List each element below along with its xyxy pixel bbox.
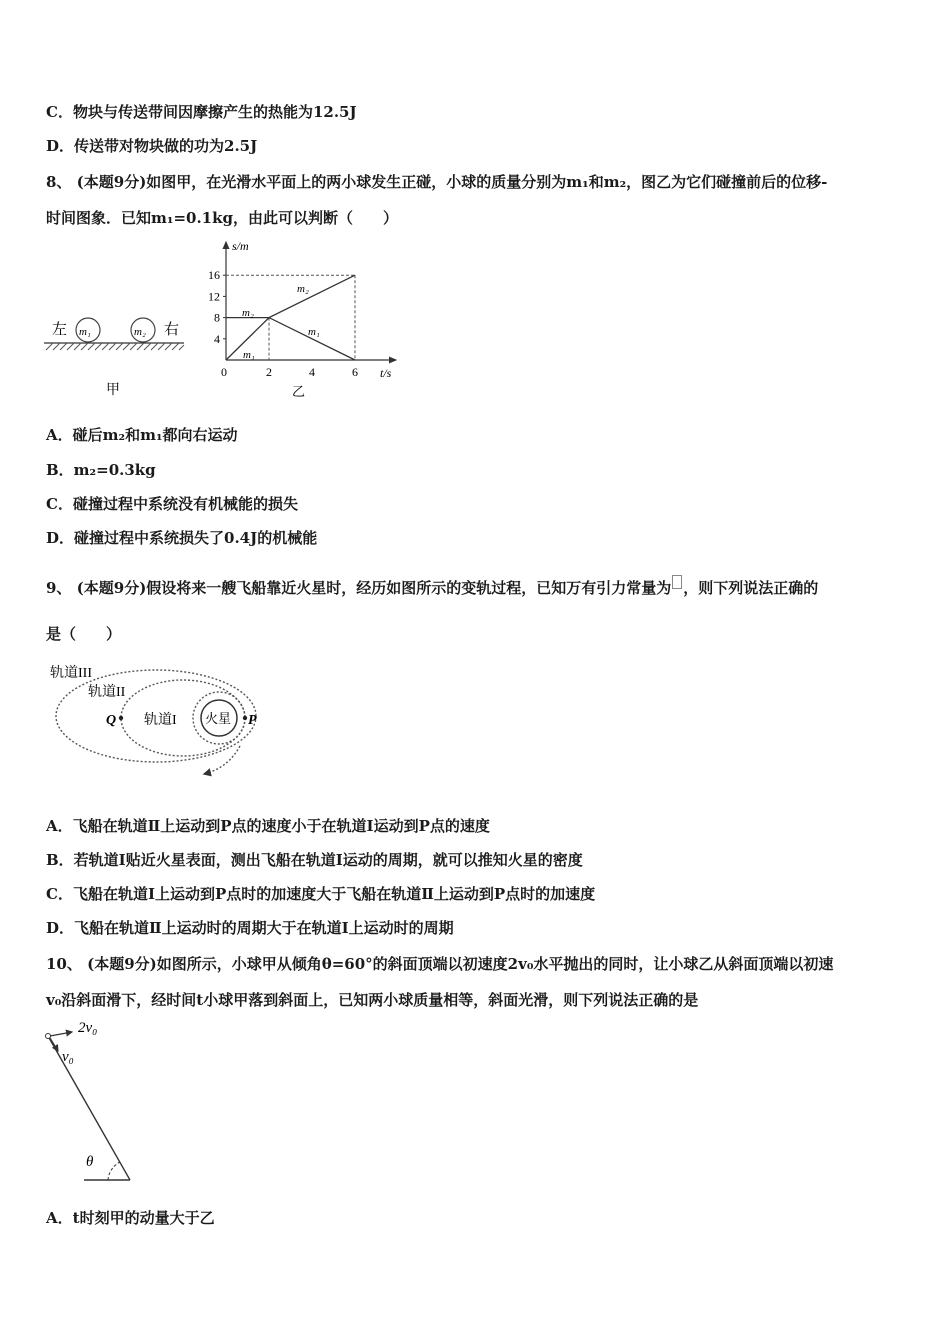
y-tick-label: 8 (214, 310, 220, 325)
ball-m2-label: m₂ (134, 326, 146, 338)
velocity-2v0-arrow (50, 1032, 72, 1036)
q9-stem-tail: ，则下列说法正确的 (683, 579, 819, 597)
q10-stem-line1 (46, 954, 833, 974)
label-v0: v₀ (62, 1049, 74, 1065)
q8-stem-line1 (46, 172, 827, 192)
x-tick-label: 2 (266, 365, 272, 379)
q9-figure-orbits (44, 658, 274, 782)
ball-top (46, 1034, 51, 1039)
fig-a-right-label: 右 (164, 322, 180, 338)
x-tick-label: 4 (309, 365, 315, 379)
orbit-two-label: 轨道II (88, 685, 126, 700)
q8-number: 8、 (46, 173, 72, 191)
q8-stem-text1: (本题9分)如图甲，在光滑水平面上的两小球发生正碰，小球的质量分别为m₁和m₂，图乙为它们碰撞前后的位移- (71, 173, 828, 191)
fig-a-caption: 甲 (106, 383, 120, 398)
orbit-three-label: 轨道III (50, 666, 92, 681)
q10-option-a: A．t时刻甲的动量大于乙 (46, 1209, 215, 1227)
q-label: Q (106, 713, 117, 728)
fig-a-left-label: 左 (52, 322, 68, 338)
q8-option-c: C．碰撞过程中系统没有机械能的损失 (46, 495, 298, 513)
approach-trajectory (204, 746, 240, 774)
q10-figure-incline (38, 1016, 148, 1188)
q9-stem-line1 (46, 575, 818, 598)
q8-option-b: B．m₂=0.3kg (46, 461, 156, 479)
q8-option-a: A．碰后m₂和m₁都向右运动 (46, 426, 238, 444)
velocity-v0-arrow (50, 1038, 58, 1051)
label-theta: θ (86, 1154, 94, 1170)
q7-option-c: C．物块与传送带间因摩擦产生的热能为12.5J (46, 103, 357, 121)
label-m2-after: m₂ (297, 283, 309, 295)
ball-m1-label: m₁ (79, 326, 91, 338)
point-q (119, 716, 123, 720)
x-tick-label: 0 (221, 365, 227, 379)
q8-option-d: D．碰撞过程中系统损失了0.4J的机械能 (46, 529, 318, 547)
q10-stem-line2: v₀沿斜面滑下，经时间t小球甲落到斜面上，已知两小球质量相等，斜面光滑，则下列说法正确的是 (46, 991, 699, 1009)
q8-figure-a (40, 312, 190, 404)
y-tick-label: 4 (214, 331, 220, 346)
point-p (243, 716, 247, 720)
q9-option-b: B．若轨道Ⅰ贴近火星表面，测出飞船在轨道Ⅰ运动的周期，就可以推知火星的密度 (46, 851, 583, 869)
angle-arc (108, 1162, 120, 1180)
orbit-one-label: 轨道I (144, 713, 177, 728)
y-tick-label: 16 (208, 268, 220, 283)
p-label: P (248, 713, 257, 728)
y-axis-label: s/m (232, 239, 249, 253)
q9-number: 9、 (46, 579, 72, 597)
q9-option-c: C．飞船在轨道Ⅰ上运动到P点时的加速度大于飞船在轨道Ⅱ上运动到P点时的加速度 (46, 885, 596, 903)
q10-stem-text1: (本题9分)如图所示，小球甲从倾角θ=60°的斜面顶端以初速度2v₀水平抛出的同时，让小球乙从斜面顶端以初速 (81, 955, 834, 973)
label-m1-after: m₁ (308, 326, 320, 338)
q9-option-a: A．飞船在轨道Ⅱ上运动到P点的速度小于在轨道Ⅰ运动到P点的速度 (46, 817, 490, 835)
ground-hatching (46, 343, 184, 350)
y-tick-label: 12 (208, 289, 220, 304)
mars-label: 火星 (205, 711, 232, 726)
q8-figure-b-graph (200, 236, 410, 404)
x-tick-label: 6 (352, 365, 358, 379)
q9-option-d: D．飞船在轨道Ⅱ上运动时的周期大于在轨道Ⅰ上运动时的周期 (46, 919, 454, 937)
missing-glyph-box (672, 575, 682, 589)
x-axis-label: t/s (380, 366, 392, 380)
q9-stem-text1: (本题9分)假设将来一艘飞船靠近火星时，经历如图所示的变轨过程，已知万有引力常量为 (71, 579, 672, 597)
q9-stem-line2: 是（ ） (46, 625, 122, 643)
q10-number: 10、 (46, 955, 82, 973)
fig-b-caption: 乙 (292, 384, 306, 399)
label-m1-before: m₁ (243, 349, 255, 361)
label-m2-before: m₂ (242, 307, 254, 319)
label-2v0: 2v₀ (78, 1020, 98, 1036)
q8-stem-line2: 时间图象．已知m₁=0.1kg，由此可以判断（ ） (46, 209, 398, 227)
q7-option-d: D．传送带对物块做的功为2.5J (46, 137, 258, 155)
